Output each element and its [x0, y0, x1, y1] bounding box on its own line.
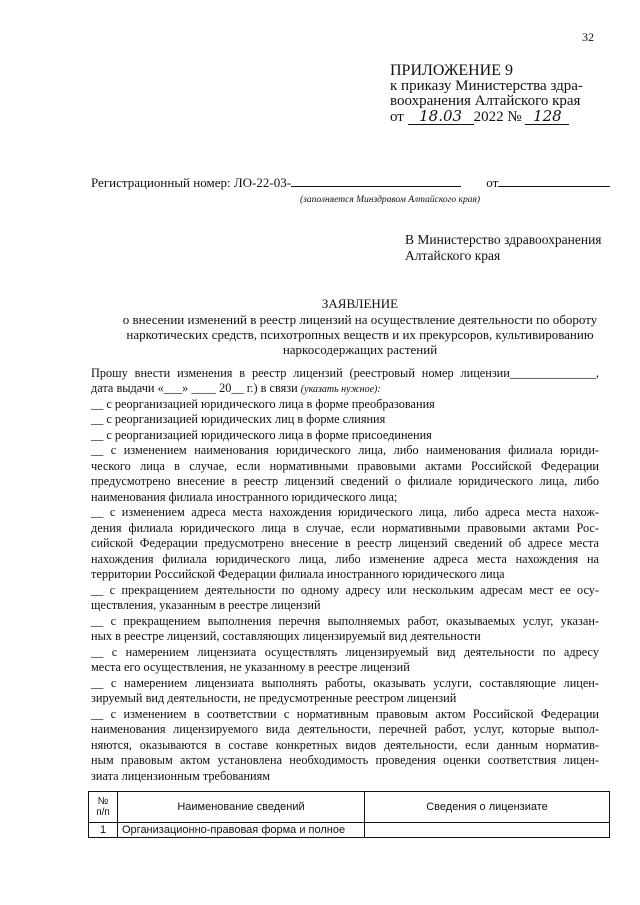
table-header-number: № п/п [89, 792, 118, 823]
option-reorganization-transformation: __ с реорганизацией юридического лица в форме преобразования [91, 397, 435, 411]
body-line: ных в реестре лицензий, составляющих лицензируемый вид деятельности [91, 629, 481, 643]
addressee-line-2: Алтайского края [405, 248, 501, 263]
registration-date-label: от [486, 175, 499, 190]
body-line: зируемый вид деятельности, не предусмотренные реестром лицензий [91, 691, 457, 705]
order-year: 2022 № [473, 109, 522, 125]
document-subtitle-1: о внесении изменений в реестр лицензий на осуществление деятельности по обороту [122, 312, 598, 327]
option-works-termination: __ с прекращением выполнения перечня выполняемых работ, оказываемых услуг, указан- [91, 614, 599, 628]
option-legal-act-change: __ с изменением в соответствии с нормативным правовым актом Российской Федерации [91, 707, 599, 721]
date-prefix: от [390, 109, 404, 125]
table-header-licensee: Сведения о лицензиате [365, 792, 610, 823]
appendix-title: ПРИЛОЖЕНИЕ 9 [390, 62, 514, 79]
body-line: няются, оказываются в составе конкретных видов деятельности, если данным норматив- [91, 738, 599, 752]
body-line: наименования лицензируемого вида деятельности, перечней работ, услуг, которые выпол- [91, 722, 599, 736]
option-address-termination: __ с прекращением деятельности по одному адресу или нескольким адресам мест ее осу- [91, 583, 599, 597]
table-cell [365, 823, 610, 838]
body-line: места его осуществления, не указанному в реестре лицензий [91, 660, 410, 674]
body-line [91, 381, 381, 397]
table-header-row [89, 792, 610, 823]
table-cell: Организационно-правовая форма и полное [118, 823, 365, 838]
body-line: сийской Федерации предусмотрено внесение в реестр лицензий сведений об адресе места [91, 536, 599, 550]
page-number: 32 [582, 30, 594, 44]
appendix-date-line [390, 109, 569, 125]
body-line: ческого лица в случае, если нормативными правовыми актами Российской Федерации [91, 459, 599, 473]
table-row [89, 823, 610, 838]
body-line: нахождения филиала юридического лица, либо изменение адреса места нахождения на [91, 552, 599, 566]
handwritten-number: 128 [525, 109, 569, 125]
option-new-works: __ с намерением лицензиата выполнять работы, оказывать услуги, составляющие лицен- [91, 676, 599, 690]
body-line: Прошу внести изменения в реестр лицензий (реестровый номер лицензии______________, [91, 366, 599, 380]
handwritten-date: 18.03 [408, 109, 474, 125]
issue-date-text: дата выдачи «___» ____ 20__ г.) в связи [91, 381, 298, 395]
option-new-address: __ с намерением лицензиата осуществлять лицензируемый вид деятельности по адресу [91, 645, 599, 659]
option-address-change: __ с изменением адреса места нахождения юридического лица, либо адреса места нахож- [91, 505, 599, 519]
appendix-order-line: к приказу Министерства здра- [390, 78, 583, 94]
body-line: зиата лицензионным требованиям [91, 769, 271, 783]
document-subtitle-3: наркосодержащих растений [282, 342, 438, 357]
body-line: территории Российской Федерации филиала иностранного юридического лица [91, 567, 505, 581]
body-line: предусмотрено внесение в реестр лицензий сведений о филиале юридического лица, либо [91, 474, 599, 488]
registration-date-field [498, 174, 610, 187]
registration-note: (заполняется Минздравом Алтайского края) [300, 195, 481, 205]
option-reorganization-merger: __ с реорганизацией юридических лиц в форме слияния [91, 412, 386, 426]
document-subtitle-2: наркотических средств, психотропных веществ и их прекурсоров, культивированию [126, 327, 594, 342]
registration-label: Регистрационный номер: ЛО-22-03- [91, 175, 292, 190]
document-heading: ЗАЯВЛЕНИЕ [321, 296, 399, 311]
option-name-change: __ с изменением наименования юридического лица, либо наименования филиала юриди- [91, 443, 599, 457]
option-reorganization-accession: __ с реорганизацией юридического лица в форме присоединения [91, 428, 432, 442]
body-line: дения филиала юридического лица в случае, если нормативными правовыми актами Рос- [91, 521, 599, 535]
table-cell: 1 [89, 823, 118, 838]
body-line: ществления, указанным в реестре лицензий [91, 598, 321, 612]
registration-line [91, 174, 610, 191]
select-note: (указать нужное): [300, 384, 381, 395]
body-line: наименования филиала иностранного юридического лица; [91, 490, 398, 504]
table-header-name: Наименование сведений [118, 792, 365, 823]
registration-number-field [291, 174, 461, 187]
body-line: ным правовым актом установлена необходимость проведения оценки соответствия лицен- [91, 753, 599, 767]
appendix-ministry-line: воохранения Алтайского края [390, 93, 581, 109]
addressee-line-1: В Министерство здравоохранения [405, 232, 602, 247]
licensee-info-table [88, 791, 610, 838]
